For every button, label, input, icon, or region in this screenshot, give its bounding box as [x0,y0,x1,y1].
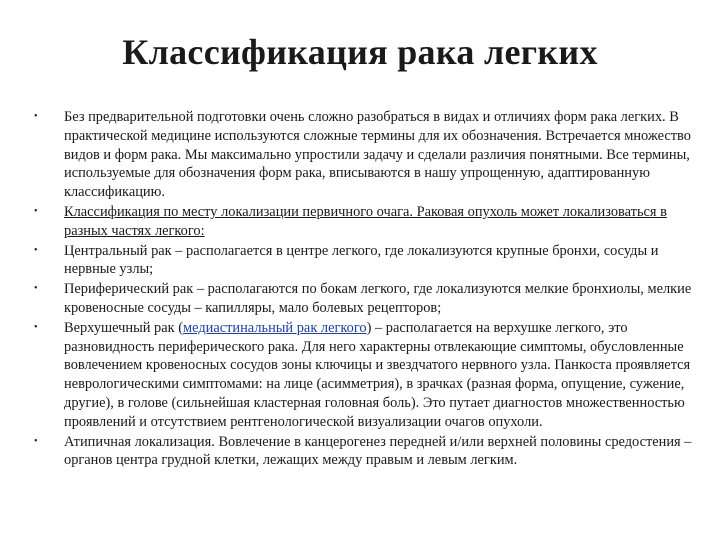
bullet-item-classification [34,203,694,241]
bullet-icon: • [34,244,38,256]
bullet-text: Периферический рак – располагаются по бокам легкого, где локализуются мелкие бронхиолы, мелкие кровеносные сосуды – капилляры, мало болевых рецепторов; [64,281,692,316]
bullet-text: Центральный рак – располагается в центре легкого, где локализуются крупные бронхи, сосуды и нервные узлы; [64,242,659,278]
bullet-item-peripheral-cancer [34,280,694,318]
bullet-icon: • [34,111,38,122]
bullet-text: Атипичная локализация. Вовлечение в канцерогенез передней и/или верхней половины средостения – органов центра грудной клетки, лежащих между правым и левым легким. [64,433,692,469]
bullet-icon: • [34,205,38,217]
bullet-icon: • [34,435,38,447]
slide-title: Классификация рака легких [122,32,598,72]
bullet-text: Без предварительной подготовки очень сложно разобраться в видах и отличиях форм рака легких. В практической медицине используются сложные термины для их обозначения. Встречается множество видов и форм рака. Мы максимально упростили задачу и сделали различия понятными. Все термины, используемые для обозначения форм рака, вписываются в нашу упрощенную, адаптированную классификацию. [64,109,691,201]
bullet-item-central-cancer [34,242,694,280]
bullet-icon: • [34,283,38,295]
mediastinal-cancer-link[interactable]: медиастинальный рак легкого [183,319,367,336]
bullet-item-atypical-localization [34,433,694,471]
bullet-item-apical-cancer [34,319,694,432]
bullet-text: Классификация по месту локализации первичного очага. Раковая опухоль может локализоваться в разных частях легкого: [64,203,667,239]
bullet-list [34,108,694,471]
bullet-text-before: Верхушечный рак ( [64,319,184,336]
bullet-item-intro [34,108,694,202]
bullet-icon: • [34,321,38,333]
bullet-text-after: ) – располагается на верхушке легкого, это разновидность периферического рака. Для него характерны отвлекающие симптомы, обусловленные вовлечением кровеносных сосудов зоны ключицы и звездчатого нервного узла. Панкоста проявляется неврологическими симптомами: на лице (асимметрия), в зрачках (разная форма, опущение, сужение, другие), в голове (сильнейшая кластерная головная боль). Это путает диагностов множественностью проявлений и отсутствием рентгенологической визуализации очагов опухоли. [64,319,691,430]
